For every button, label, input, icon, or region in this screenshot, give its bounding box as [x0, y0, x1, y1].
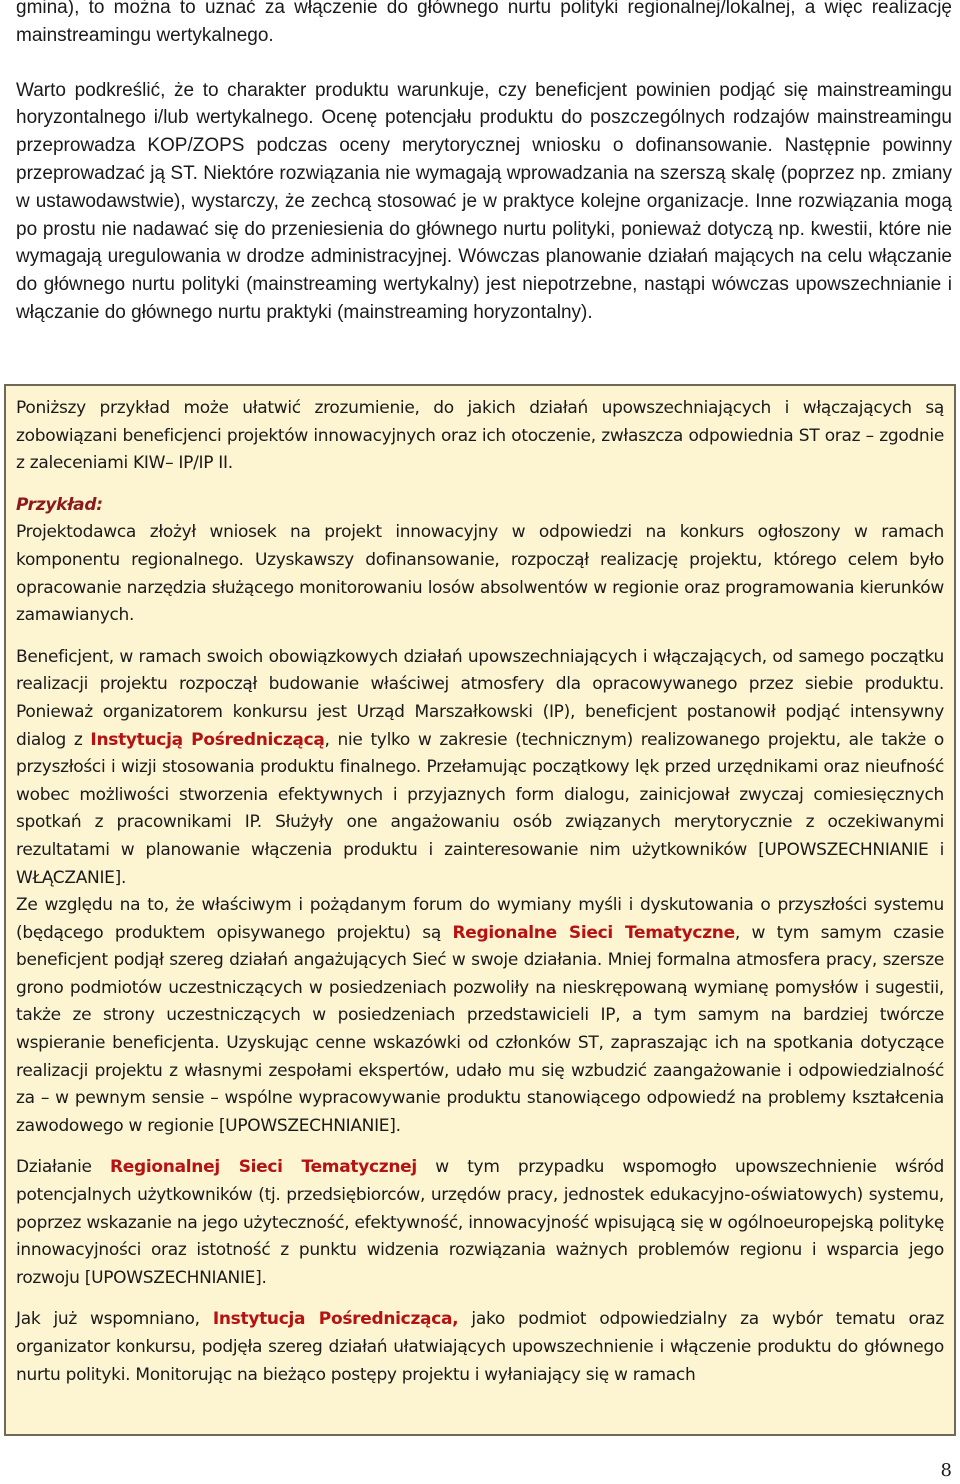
example-box-content	[16, 395, 944, 1389]
text-run: Jak już wspomniano,	[16, 1309, 213, 1330]
text-run: Ze względu na to, że właściwym i pożądanym forum do wymiany myśli i dyskutowania o przyszłości systemu (będącego produktem opisywanego projektu) są	[16, 895, 944, 943]
example-paragraph	[16, 1154, 944, 1292]
example-label: Przykład:	[16, 494, 103, 515]
example-section	[16, 492, 944, 630]
text-run: Działanie	[16, 1157, 110, 1178]
text-run: jako podmiot odpowiedzialny za wybór tematu oraz organizator konkursu, podjęła szereg działań ułatwiających upowszechnienie i włączenie produktu do głównego nurtu polityki. Monitorując na bieżąco postępy projektu i wyłaniający się w ramach	[16, 1309, 945, 1385]
example-paragraph	[16, 644, 944, 892]
body-text	[16, 0, 952, 327]
highlight-ip: Instytucja Pośrednicząca,	[212, 1309, 459, 1330]
paragraph: Warto podkreślić, że to charakter produktu warunkuje, czy beneficjent powinien podjąć się mainstreamingu horyzontalnego i/lub wertykalnego. Ocenę potencjału produktu do poszczególnych rodzajów mainstreamingu przeprowadza KOP/ZOPS podczas oceny merytorycznej wniosku o dofinansowanie. Następnie powinny przeprowadzać ją ST. Niektóre rozwiązania nie wymagają wprowadzania na szerszą skalę (poprzez np. zmiany w ustawodawstwie), wystarczy, że zechcą stosować je w praktyce kolejne organizacje. Inne rozwiązania mogą po prostu nie nadawać się do przeniesienia do głównego nurtu polityki, ponieważ dotyczą np. kwestii, które nie wymagają uregulowania w drodze administracyjnej. Wówczas planowanie działań mających na celu włączanie do głównego nurtu polityki (mainstreaming wertykalny) jest niepotrzebne, nastąpi wówczas upowszechnianie i włączanie do głównego nurtu praktyki (mainstreaming horyzontalny).	[16, 79, 952, 323]
text-run: w tym przypadku wspomogło upowszechnienie wśród potencjalnych użytkowników (tj. przedsiębiorców, urzędów pracy, jednostek edukacyjno-oświatowych) systemu, poprzez wskazanie na jego użyteczność, efektywność, innowacyjność wpisującą się w ogólnoeuropejską politykę innowacyjności oraz istotność z punktu widzenia rozwiązania ważnych problemów regionu i wsparcia jego rozwoju [UPOWSZECHNIANIE].	[16, 1157, 944, 1288]
example-paragraph	[16, 1306, 944, 1389]
box-intro: Poniższy przykład może ułatwić zrozumienie, do jakich działań upowszechniających i włączających są zobowiązani beneficjenci projektów innowacyjnych oraz ich otoczenie, zwłaszcza odpowiednia ST oraz – zgodnie z zaleceniami KIW– IP/IP II.	[16, 398, 944, 474]
page-number: 8	[940, 1460, 952, 1481]
paragraph: gmina), to można to uznać za włączenie do głównego nurtu polityki regionalnej/lokalnej, a więc realizację mainstreamingu wertykalnego.	[16, 0, 952, 46]
example-paragraph: Projektodawca złożył wniosek na projekt innowacyjny w odpowiedzi na konkurs ogłoszony w ramach komponentu regionalnego. Uzyskawszy dofinansowanie, rozpoczął realizację projektu, którego celem było opracowanie narzędzia służącego monitorowaniu losów absolwentów w regionie oraz programowania kierunków zamawianych.	[16, 522, 944, 626]
highlight-rst: Regionalnej Sieci Tematycznej	[110, 1157, 417, 1178]
highlight-ip: Instytucją Pośredniczącą	[90, 729, 325, 750]
text-run: Beneficjent, w ramach swoich obowiązkowych działań upowszechniających i włączających, od samego początku realizacji projektu rozpoczął budowanie właściwej atmosfery dla opracowywanego przez siebie produktu. Ponieważ organizatorem konkursu jest Urząd Marszałkowski (IP), beneficjent postanowił podjąć intensywny dialog z	[16, 646, 944, 750]
highlight-rst: Regionalne Sieci Tematyczne	[452, 922, 735, 943]
text-run: , w tym samym czasie beneficjent podjął szereg działań angażujących Sieć w swoje działania. Mniej formalna atmosfera pracy, szersze grono podmiotów uczestniczących w posiedzeniach pozwoliły na nieskrępowaną wymianę pomysłów i sugestii, także ze strony uczestniczących w posiedzeniach przedstawicieli IP, a tym samym na bardziej twórcze wspieranie beneficjenta. Uzyskując cenne wskazówki od członków ST, zapraszając ich na spotkania dotyczące realizacji projektu z własnymi zespołami ekspertów, udało mu się wzbudzić zaangażowanie i odpowiedzialność za – w pewnym sensie – wspólne wypracowywanie produktu stanowiącego odpowiedź na problemy kształcenia zawodowego w regionie [UPOWSZECHNIANIE].	[16, 922, 944, 1136]
text-run: , nie tylko w zakresie (technicznym) realizowanego projektu, ale także o przyszłości i wizji stosowania produktu finalnego. Przełamując początkowy lęk przed urzędnikami oraz nieufność wobec możliwości stworzenia efektywnych i przyjaznych form dialogu, zainicjował zwyczaj comiesięcznych spotkań z pracownikami IP. Służyły one angażowaniu osób związanych merytorycznie z oczekiwanymi rezultatami w planowanie włączenia produktu i zainteresowanie nim użytkowników [UPOWSZECHNIANIE i WŁĄCZANIE].	[16, 729, 944, 888]
example-paragraph	[16, 892, 944, 1140]
example-box	[4, 384, 956, 1436]
